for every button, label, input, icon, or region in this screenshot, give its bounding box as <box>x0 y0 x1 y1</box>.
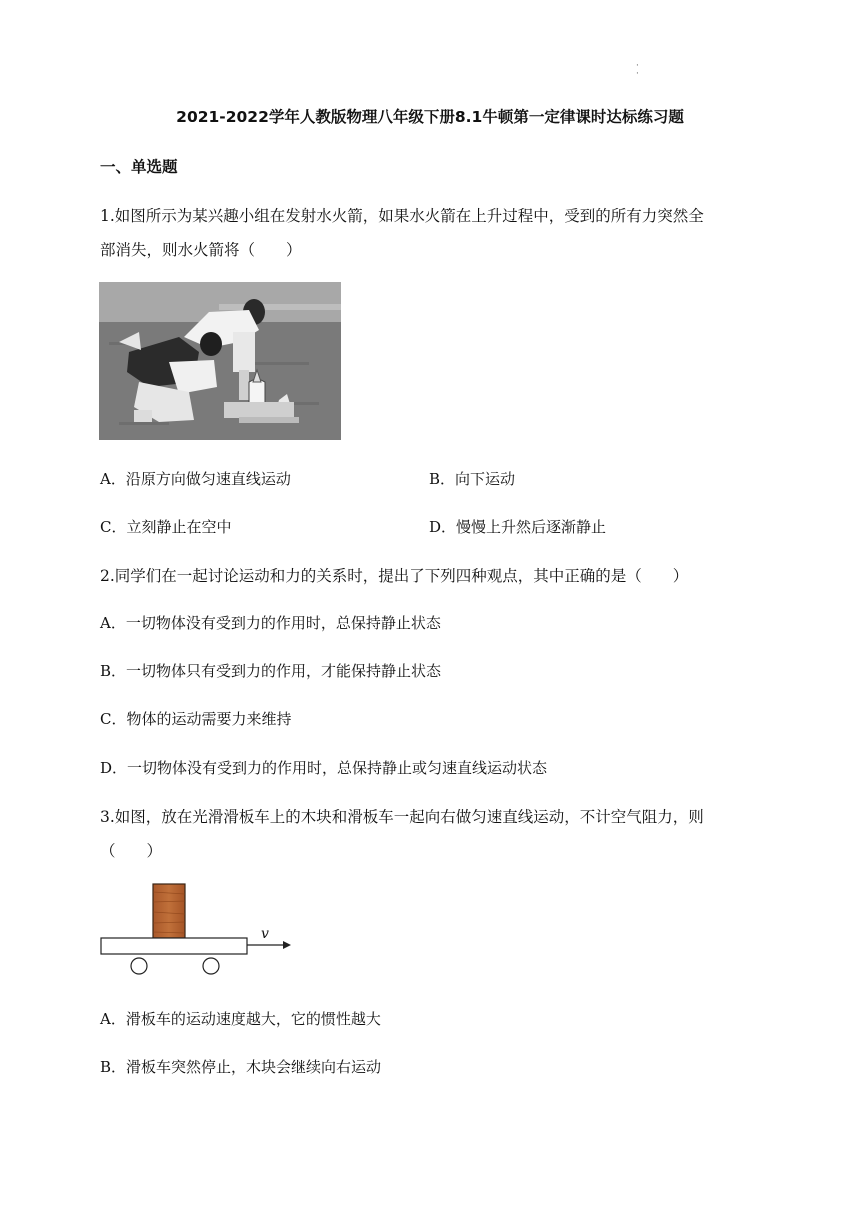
q3-option-b[interactable]: B．滑板车突然停止，木块会继续向右运动 <box>100 1058 382 1076</box>
q1-option-d[interactable]: D．慢慢上升然后逐渐静止 <box>429 518 607 536</box>
water-rocket-photo <box>99 282 341 440</box>
q1-option-c[interactable]: C．立刻静止在空中 <box>100 518 232 536</box>
q2-option-c[interactable]: C．物体的运动需要力来维持 <box>100 710 292 728</box>
q1-option-b[interactable]: B．向下运动 <box>429 470 516 488</box>
wood-block <box>153 884 185 938</box>
section-heading: 一、单选题 <box>100 158 178 176</box>
q2-option-b[interactable]: B．一切物体只有受到力的作用，才能保持静止状态 <box>100 662 442 680</box>
q2-option-d[interactable]: D．一切物体没有受到力的作用时，总保持静止或匀速直线运动状态 <box>100 759 548 777</box>
skateboard-block-diagram <box>99 882 299 978</box>
wheel-right <box>203 958 219 974</box>
q3-option-a[interactable]: A．滑板车的运动速度越大，它的惯性越大 <box>100 1010 381 1028</box>
q1-option-a[interactable]: A．沿原方向做匀速直线运动 <box>100 470 291 488</box>
q2-option-a[interactable]: A．一切物体没有受到力的作用时，总保持静止状态 <box>100 614 441 632</box>
question-3-text: 3.如图，放在光滑滑板车上的木块和滑板车一起向右做匀速直线运动，不计空气阻力，则 <box>100 808 704 826</box>
velocity-label: v <box>261 926 269 942</box>
question-1-text: 1.如图所示为某兴趣小组在发射水火箭，如果水火箭在上升过程中，受到的所有力突然全 <box>100 207 704 225</box>
page-marker-dots: · · <box>636 61 639 79</box>
wheel-left <box>131 958 147 974</box>
document-title: 2021-2022学年人教版物理八年级下册8.1牛顿第一定律课时达标练习题 <box>176 108 684 126</box>
question-1-text-cont: 部消失，则水火箭将（ ） <box>100 241 302 259</box>
question-2-text: 2.同学们在一起讨论运动和力的关系时，提出了下列四种观点，其中正确的是（ ） <box>100 567 689 585</box>
question-3-text-cont: （ ） <box>100 842 163 860</box>
skateboard-deck <box>101 938 247 954</box>
